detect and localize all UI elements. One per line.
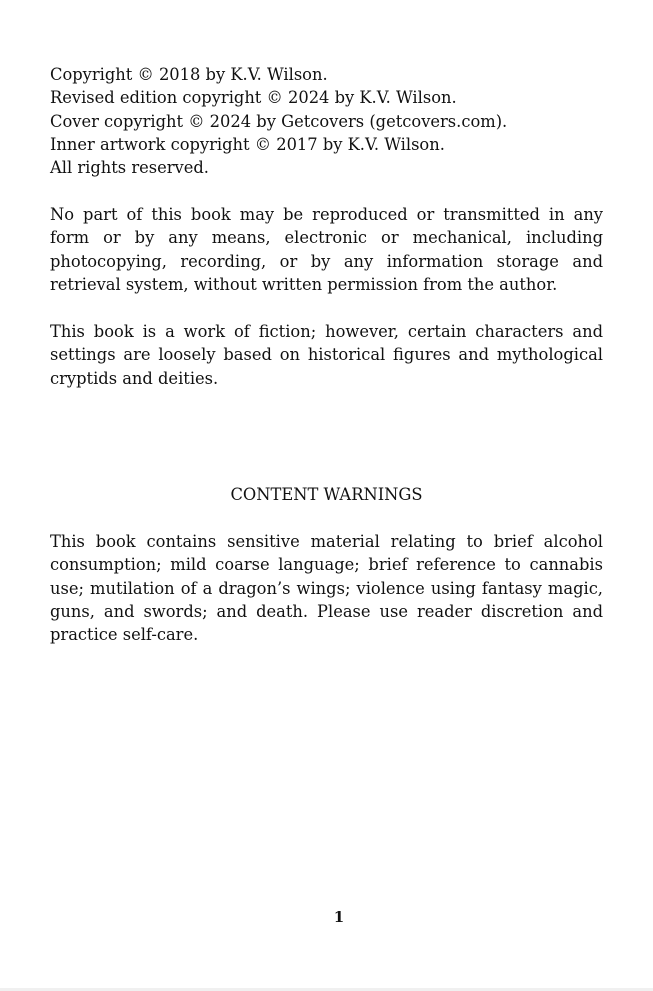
page-number: 1 xyxy=(333,908,345,926)
revised-edition-line: Revised edition copyright © 2024 by K.V. Wilson. xyxy=(50,88,457,108)
cover-copyright-line: Cover copyright © 2024 by Getcovers (getcovers.com). xyxy=(50,111,508,131)
rights-reserved-line: All rights reserved. xyxy=(50,158,209,178)
content-warnings-text: This book contains sensitive material relating to brief alcohol consumption; mild coarse language; brief reference to cannabis use; mutilation of a dragon’s wings; violence using fantasy magic, guns, and swords; and death. Please use reader discretion and practice self-care. xyxy=(50,532,603,645)
inner-artwork-line: Inner artwork copyright © 2017 by K.V. Wilson. xyxy=(50,134,445,154)
content-warnings-heading: CONTENT WARNINGS xyxy=(230,485,423,504)
reproduction-notice: No part of this book may be reproduced or transmitted in any form or by any means, electronic or mechanical, including photocopying, recording, or by any information storage and retrieval system, without written permission from the author. xyxy=(50,205,603,294)
copyright-line: Copyright © 2018 by K.V. Wilson. xyxy=(50,65,328,84)
fiction-notice: This book is a work of fiction; however, certain characters and settings are loosely based on historical figures and mythological cryptids and deities. xyxy=(50,322,603,388)
copyright-block xyxy=(50,63,603,179)
